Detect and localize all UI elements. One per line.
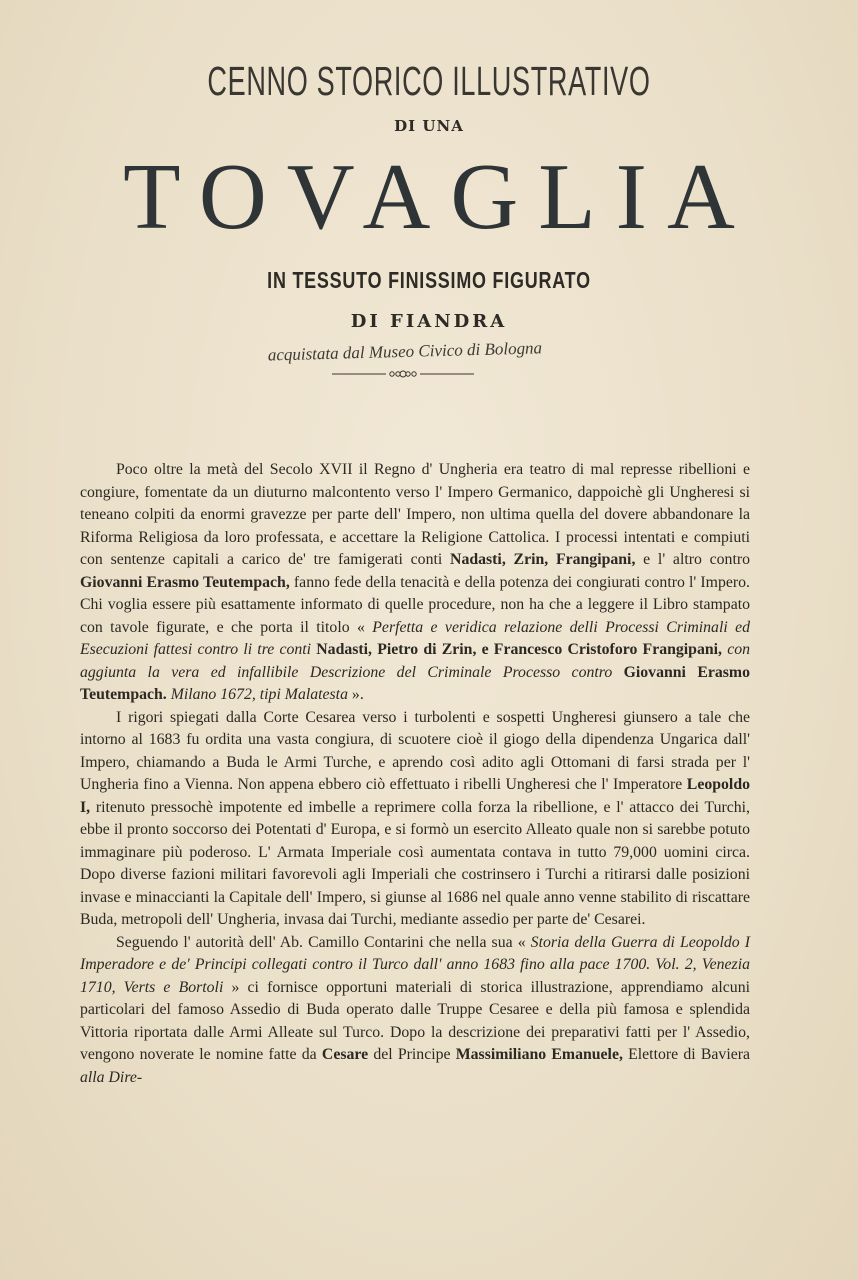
body-paragraph [80,707,750,932]
text-segment: con aggiunta la vera ed infallibile Descrizione del Criminale Processo contro [80,641,750,681]
header-line-tessuto: IN TESSUTO FINISSIMO FIGURATO [267,267,591,293]
header-line-cenno: CENNO STORICO ILLUSTRATIVO [207,58,651,104]
text-segment: del Principe [368,1046,456,1063]
title-block [0,55,858,332]
text-segment: Seguendo l' autorità dell' Ab. Camillo Contarini che nella sua « [116,933,531,951]
text-segment: Poco oltre la metà del Secolo XVII il Regno d' Ungheria era teatro di mal represse ribellioni e congiure, fomentate da un diuturno malcontento verso l' Impero Germanico, dappoichè gli Ungheresi si teneano colpiti da enormi gravezze per parte dell' Impero, non ultima quella del dovere abbandonare la Riforma Religiosa da loro professata, e accettare la Religione Cattolica. I processi intentati e compiuti con sentenze capitali a carico de' tre famigerati conti [80,461,750,568]
header-line-di-una: DI UNA [394,117,464,135]
text-segment: Elettore di Baviera [622,1046,750,1063]
text-segment: Milano 1672, tipi Malatesta [166,686,348,703]
body-paragraph [80,459,750,707]
text-segment: Perfetta e veridica relazione delli Processi Criminali ed Esecuzioni fattesi contro li tre conti [80,618,751,658]
text-segment: e l' altro contro [635,551,750,568]
text-segment: ». [347,686,364,703]
text-segment: Cesare [321,1046,369,1063]
text-segment: Nadasti, Pietro di Zrin, e Francesco Cristoforo Frangipani, [316,641,722,658]
body-text [80,459,750,1089]
handwritten-annotation: acquistata dal Museo Civico di Bologna [267,338,543,365]
text-segment: Storia della Guerra di Leopoldo I Imperadore e de' Principi collegati contro il Turco dall' anno 1683 fino alla pace 1700. Vol. 2, Venezia 1710, Verts e Bortoli [80,933,750,996]
ornament-divider [328,364,478,384]
text-segment: Giovanni Erasmo Teutempach, [80,573,290,591]
text-segment: » ci fornisce opportuni materiali di storica illustrazione, apprendiamo alcuni particolari del famoso Assedio di Buda operato dalle Truppe Cesaree e della più famosa e splendida Vittoria riportata dalle Armi Alleate sul Turco. Dopo la descrizione dei preparativi fatti per l' Assedio, vengono noverate le nomine fatte da [80,978,750,1063]
text-segment: fanno fede della tenacità e della potenza dei congiurati contro l' Impero. Chi voglia essere più esattamente informato di quelle procedure, non ha che a leggere il Libro stampato con tavole figurate, e che porta il titolo « [80,573,750,636]
body-paragraph [80,932,750,1090]
text-segment: ritenuto pressochè impotente ed imbelle a reprimere colla forza la ribellione, e l' attacco dei Turchi, ebbe il pronto soccorso dei Potentati d' Europa, e si formò un esercito Alleato quale non si sarebbe potuto immaginare più poderoso. L' Armata Imperiale così aumentata contava in tutto 79,000 uomini circa. Dopo diverse fazioni militari favorevoli agli Imperiali che costrinsero i Turchi a ritirarsi dalle posizioni invase e minaccianti la Capitale dell' Impero, si giunse al 1686 nel quale anno venne stabilito di riscattare Buda, metropoli dell' Ungheria, invasa dai Turchi, mediante assedio per parte de' Cesarei. [80,798,750,928]
text-segment: Massimiliano Emanuele, [455,1046,623,1063]
text-segment: alla Dire- [80,1068,143,1086]
text-segment: Leopoldo I, [80,776,750,816]
text-segment: Giovanni Erasmo Teutempach. [80,663,750,703]
text-segment: I rigori spiegati dalla Corte Cesarea verso i turbolenti e sospetti Ungheresi giunsero a tale che intorno al 1683 fu ordita una vasta congiura, di scuotere cioè il giogo della dipendenza Ungarica dall' Impero, chiamando a Buda le Armi Turche, e aprendo così adito agli Ottomani di farsi strada per l' Ungheria fino a Vienna. Non appena ebbero ciò effettuato i ribelli Ungheresi che l' Imperatore [80,708,750,793]
main-title: TOVAGLIA [123,145,755,249]
text-segment: Nadasti, Zrin, Frangipani, [450,551,636,568]
header-line-fiandra: DI FIANDRA [350,311,508,332]
